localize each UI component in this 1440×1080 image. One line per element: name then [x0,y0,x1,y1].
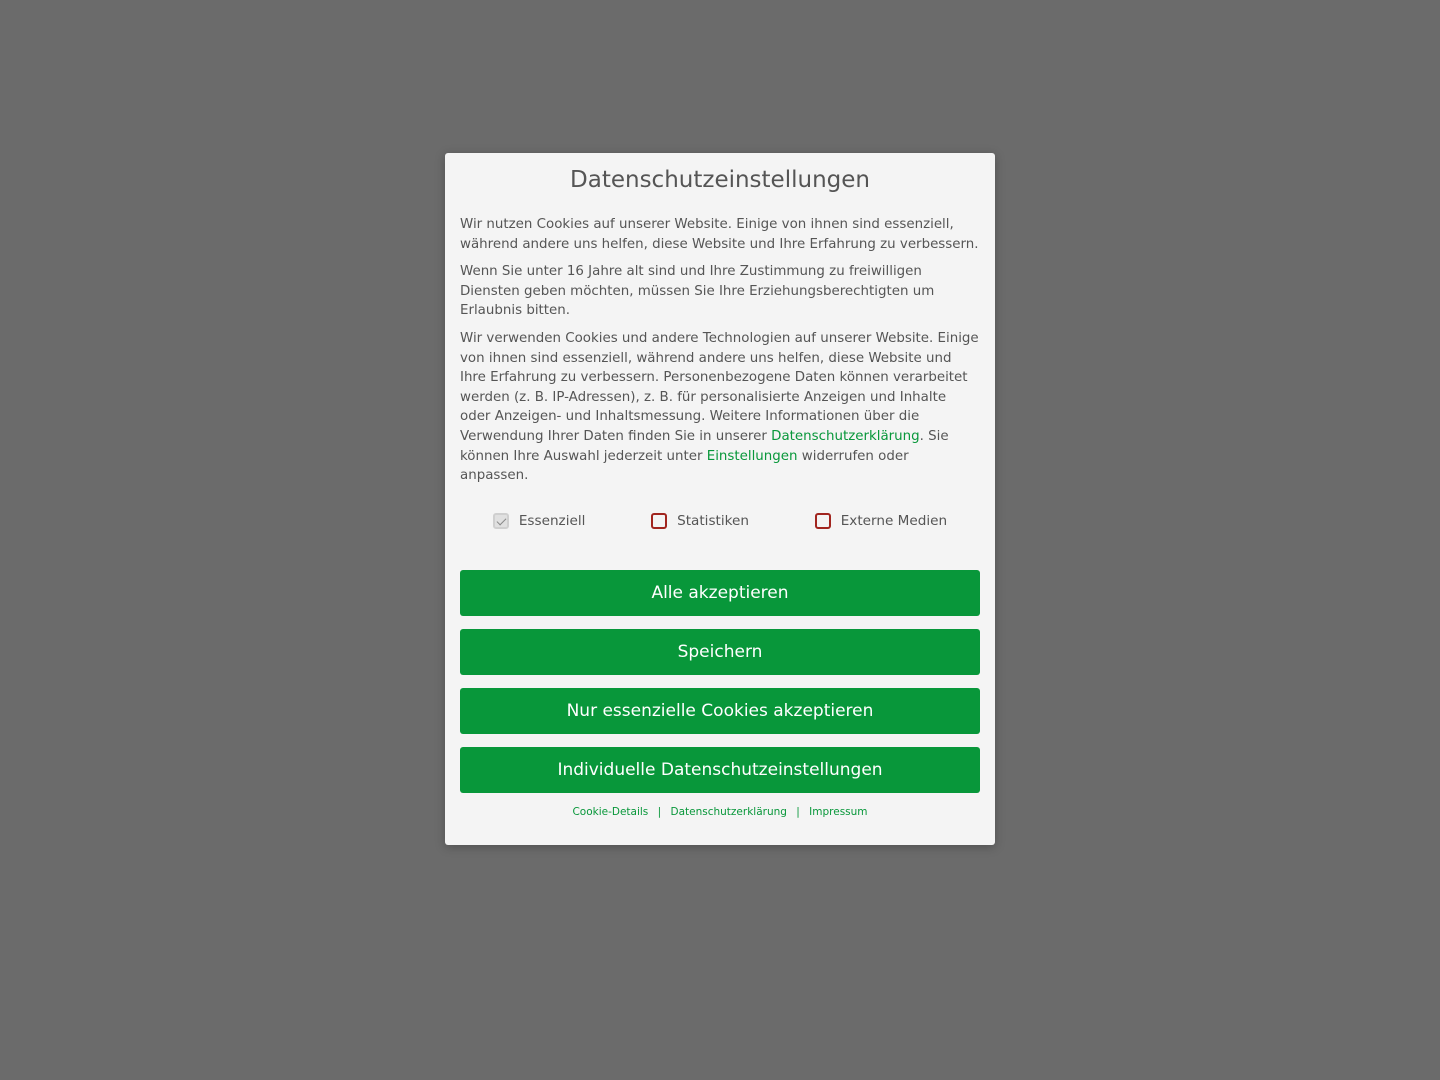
checkbox-external-media-box[interactable] [815,513,831,529]
accept-all-button[interactable]: Alle akzeptieren [460,570,980,616]
dialog-title: Datenschutzeinstellungen [570,167,870,193]
footer-privacy-policy-link[interactable]: Datenschutzerklärung [670,805,787,818]
details-text-part-2: . Sie können Ihre Auswahl jederzeit unter [460,428,949,464]
settings-link[interactable]: Einstellungen [706,448,798,464]
footer-separator: | [657,805,662,818]
save-button[interactable]: Speichern [460,629,980,675]
age-notice-text: Wenn Sie unter 16 Jahre alt sind und Ihre Zustimmung zu freiwilligen Diensten geben möchten, müssen Sie Ihre Erziehungsberechtigten um Erlaubnis bitten. [460,264,935,319]
checkbox-essential [493,513,586,529]
accept-essential-only-button[interactable]: Nur essenzielle Cookies akzeptieren [460,688,980,734]
intro-text: Wir nutzen Cookies auf unserer Website. Einige von ihnen sind essenziell, während andere uns helfen, diese Website und Ihre Erfahrung zu verbessern. [460,217,979,252]
details-text-part-3: widerrufen oder anpassen. [460,448,909,484]
details-text [460,329,980,486]
checkbox-statistics[interactable] [651,513,749,529]
dialog-footer-links [460,806,980,818]
checkbox-external-media[interactable] [815,513,947,529]
consent-checkbox-group [460,510,980,532]
details-text-part-1: Wir verwenden Cookies und andere Technologien auf unserer Website. Einige von ihnen sind essenziell, während andere uns helfen, diese Website und Ihre Erfahrung zu verbessern. Personenbezogene Daten können verarbeitet werden (z. B. IP-Adressen), z. B. für personalisierte Anzeigen und Inhalte oder Anzeigen- und Inhaltsmessung. Weitere Informationen über die Verwendung Ihrer Daten finden Sie in unserer [460,330,979,444]
footer-separator: | [796,805,800,818]
individual-privacy-settings-button[interactable]: Individuelle Datenschutzeinstellungen [460,747,980,793]
checkbox-essential-label: Essenziell [518,512,586,529]
checkbox-external-media-label[interactable]: Externe Medien [840,512,948,529]
cookie-details-link[interactable]: Cookie-Details [572,805,649,818]
checkbox-statistics-label[interactable]: Statistiken [677,512,750,529]
imprint-link[interactable]: Impressum [809,805,868,818]
privacy-settings-dialog [445,153,995,845]
privacy-policy-link[interactable]: Datenschutzerklärung [771,428,920,444]
checkbox-statistics-box[interactable] [651,513,667,529]
checkbox-essential-box [493,513,509,529]
